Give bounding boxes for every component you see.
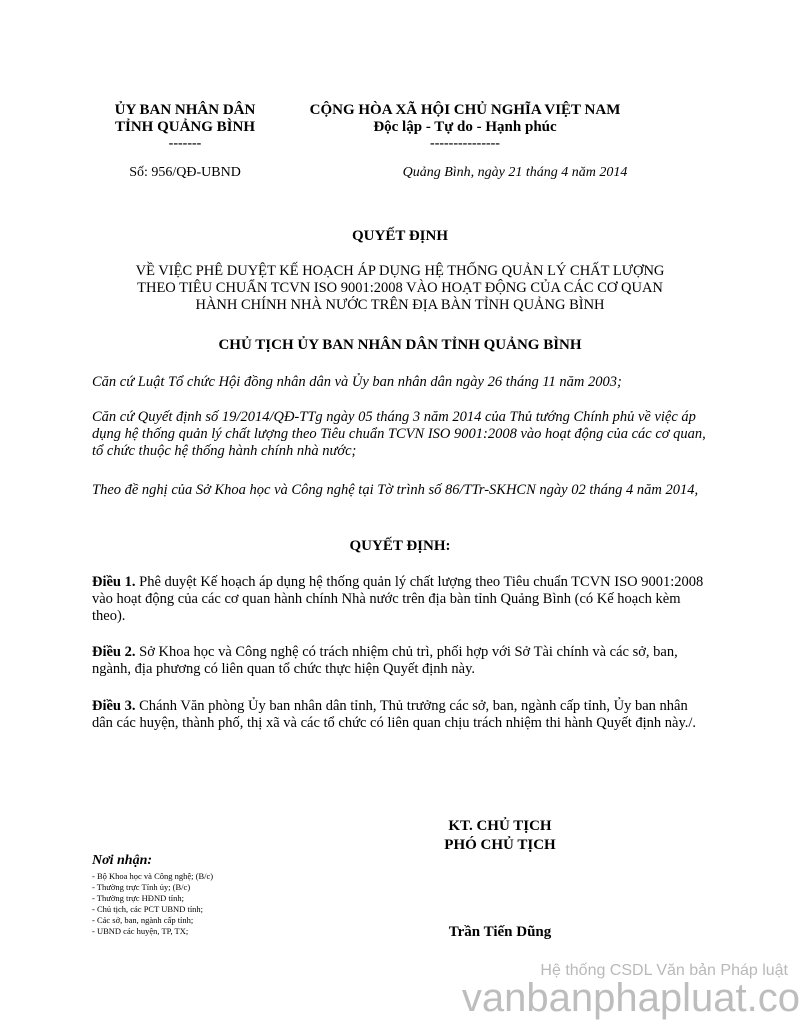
recipients-header: Nơi nhận: [92, 853, 153, 868]
agency-divider: ------- [168, 136, 202, 151]
article-label: Điều 3. [92, 698, 136, 714]
subject-line: THEO TIÊU CHUẨN TCVN ISO 9001:2008 VÀO HOẠT ĐỘNG CỦA CÁC CƠ QUAN [137, 280, 663, 296]
document-title: QUYẾT ĐỊNH [352, 228, 448, 244]
subject-line: HÀNH CHÍNH NHÀ NƯỚC TRÊN ĐỊA BÀN TỈNH QUẢNG BÌNH [195, 297, 605, 313]
legal-basis: Căn cứ Luật Tổ chức Hội đồng nhân dân và Ủy ban nhân dân ngày 26 tháng 11 năm 2003; [92, 374, 622, 390]
subject-line: VỀ VIỆC PHÊ DUYỆT KẾ HOẠCH ÁP DỤNG HỆ THỐNG QUẢN LÝ CHẤT LƯỢNG [135, 263, 665, 279]
watermark-site: vanbanphapluat.co [461, 976, 800, 1020]
document-number: Số: 956/QĐ-UBND [129, 165, 241, 180]
recipients [92, 852, 352, 937]
article [92, 698, 712, 732]
legal-basis: Theo đề nghị của Sở Khoa học và Công nghệ tại Tờ trình số 86/TTr-SKHCN ngày 02 tháng 4 năm 2014, [92, 482, 699, 498]
article-label: Điều 1. [92, 574, 136, 590]
decision-heading: QUYẾT ĐỊNH: [349, 538, 451, 554]
recipient-item: - Thường trực Tỉnh ủy; (B/c) [92, 882, 191, 892]
recipients-list [92, 871, 352, 937]
signer-name: Trần Tiến Dũng [448, 924, 552, 940]
recipient-item: - Chủ tịch, các PCT UBND tỉnh; [92, 904, 204, 914]
recipient-item: - Bộ Khoa học và Công nghệ; (B/c) [92, 871, 214, 881]
place-date: Quảng Bình, ngày 21 tháng 4 năm 2014 [402, 165, 628, 180]
article-text: Sở Khoa học và Công nghệ có trách nhiệm chủ trì, phối hợp với Sở Tài chính và các sở, ban, ngành, địa phương có liên quan tổ chức thực hiện Quyết định này. [92, 644, 678, 677]
recipient-item: - UBND các huyện, TP, TX; [92, 926, 189, 936]
legal-basis: Căn cứ Quyết định số 19/2014/QĐ-TTg ngày 05 tháng 3 năm 2014 của Thủ tướng Chính phủ về việc áp dụng hệ thống quản lý chất lượng theo Tiêu chuẩn TCVN ISO 9001:2008 vào hoạt động của các cơ quan, tổ chức thuộc hệ thống hành chính nhà nước; [92, 409, 706, 459]
agency-name: ỦY BAN NHÂN DÂN [114, 102, 256, 118]
issuing-authority: CHỦ TỊCH ỦY BAN NHÂN DÂN TỈNH QUẢNG BÌNH [218, 337, 582, 353]
signature-title: KT. CHỦ TỊCH [448, 818, 552, 834]
issuing-agency [90, 102, 280, 152]
signature-block [380, 817, 620, 855]
nation-name: CỘNG HÒA XÃ HỘI CHỦ NGHĨA VIỆT NAM [309, 102, 621, 118]
watermark-caption: Hệ thống CSDL Văn bản Pháp luật [540, 962, 788, 979]
article-label: Điều 2. [92, 644, 136, 660]
article-text: Chánh Văn phòng Ủy ban nhân dân tỉnh, Thủ trưởng các sở, ban, ngành cấp tỉnh, Ủy ban nhân dân các huyện, thành phố, thị xã và các tổ chức có liên quan chịu trách nhiệm thi hành Quyết định này./. [92, 698, 697, 731]
article [92, 644, 712, 678]
nation-motto: Độc lập - Tự do - Hạnh phúc [373, 119, 557, 135]
national-motto [280, 102, 650, 152]
agency-province: TỈNH QUẢNG BÌNH [114, 119, 256, 135]
article [92, 574, 712, 625]
document-subject [92, 263, 708, 314]
signature-position: PHÓ CHỦ TỊCH [444, 837, 556, 853]
recipient-item: - Các sở, ban, ngành cấp tỉnh; [92, 915, 194, 925]
recipient-item: - Thường trực HĐND tỉnh; [92, 893, 184, 903]
nation-divider: --------------- [430, 136, 500, 151]
article-text: Phê duyệt Kế hoạch áp dụng hệ thống quản lý chất lượng theo Tiêu chuẩn TCVN ISO 9001:2008 vào hoạt động của các cơ quan hành chính Nhà nước trên địa bàn tỉnh Quảng Bình (có Kế hoạch kèm theo). [92, 574, 704, 624]
